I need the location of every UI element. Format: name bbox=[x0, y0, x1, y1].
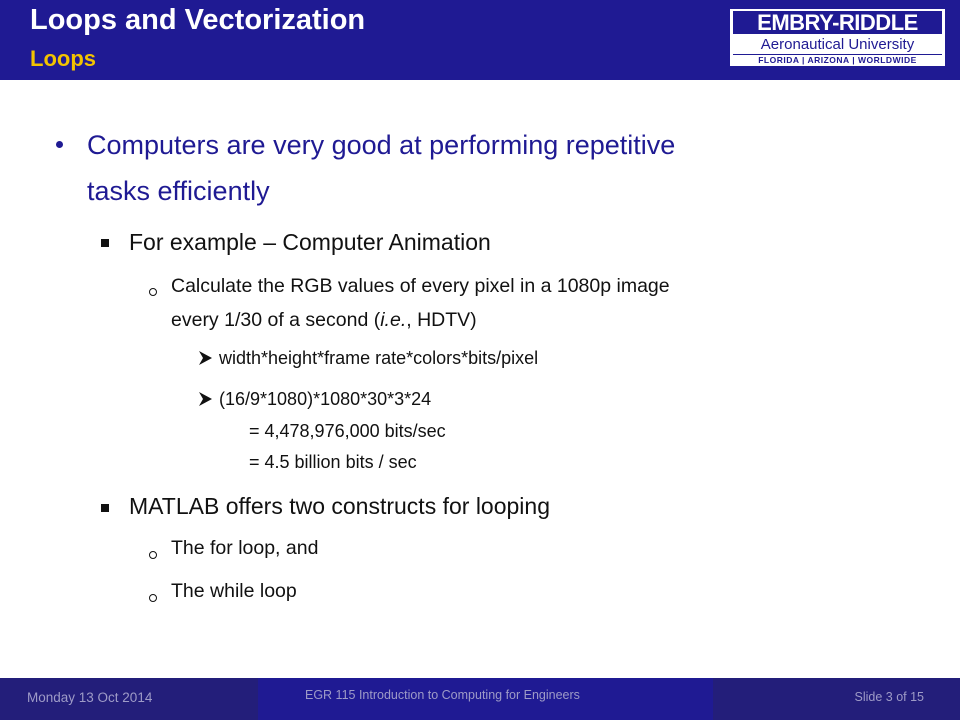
result-bits-per-sec: = 4,478,976,000 bits/sec bbox=[249, 421, 446, 441]
logo-university-name: Aeronautical University bbox=[760, 36, 915, 53]
calc-text-italic: i.e. bbox=[380, 309, 407, 331]
arrow-bullet-icon bbox=[199, 392, 213, 411]
footer-slide-number: Slide 3 of 15 bbox=[854, 690, 924, 704]
footer-date: Monday 13 Oct 2014 bbox=[27, 690, 153, 705]
logo-wordmark: EMBRY-RIDDLE bbox=[733, 11, 942, 34]
bullet-dot-icon bbox=[56, 141, 63, 148]
circle-bullet-icon bbox=[149, 551, 157, 559]
square-bullet-icon bbox=[101, 504, 109, 512]
bullet-formula: width*height*frame rate*colors*bits/pixel bbox=[219, 348, 539, 368]
bullet-calculation: (16/9*1080)*1080*30*3*24 bbox=[219, 389, 432, 409]
arrow-bullet-icon bbox=[199, 351, 213, 370]
slide-footer bbox=[0, 678, 960, 720]
calc-text-pre: every 1/30 of a second ( bbox=[171, 309, 381, 331]
result-billion-bits: = 4.5 billion bits / sec bbox=[249, 452, 417, 472]
circle-bullet-icon bbox=[149, 288, 157, 296]
calc-text-post: , HDTV) bbox=[406, 309, 477, 331]
bullet-calc-line2 bbox=[171, 309, 477, 332]
footer-slide-block bbox=[713, 678, 960, 720]
logo-campuses: FLORIDA | ARIZONA | WORLDWIDE bbox=[758, 55, 917, 65]
footer-date-block bbox=[0, 678, 258, 720]
footer-course-title: EGR 115 Introduction to Computing for Engineers bbox=[305, 688, 580, 702]
bullet-calc-line1: Calculate the RGB values of every pixel in a 1080p image bbox=[171, 275, 670, 297]
circle-bullet-icon bbox=[149, 594, 157, 602]
bullet-computers-line1: Computers are very good at performing repetitive bbox=[87, 130, 676, 160]
square-bullet-icon bbox=[101, 239, 109, 247]
university-logo bbox=[730, 9, 945, 66]
bullet-example: For example – Computer Animation bbox=[129, 229, 491, 255]
bullet-for-loop: The for loop, and bbox=[171, 537, 319, 559]
bullet-while-loop: The while loop bbox=[171, 580, 297, 602]
bullet-computers-line2: tasks efficiently bbox=[87, 176, 270, 206]
slide-title: Loops and Vectorization bbox=[30, 4, 366, 36]
slide-header bbox=[0, 0, 960, 80]
slide-subtitle: Loops bbox=[30, 46, 96, 71]
bullet-matlab: MATLAB offers two constructs for looping bbox=[129, 493, 550, 519]
